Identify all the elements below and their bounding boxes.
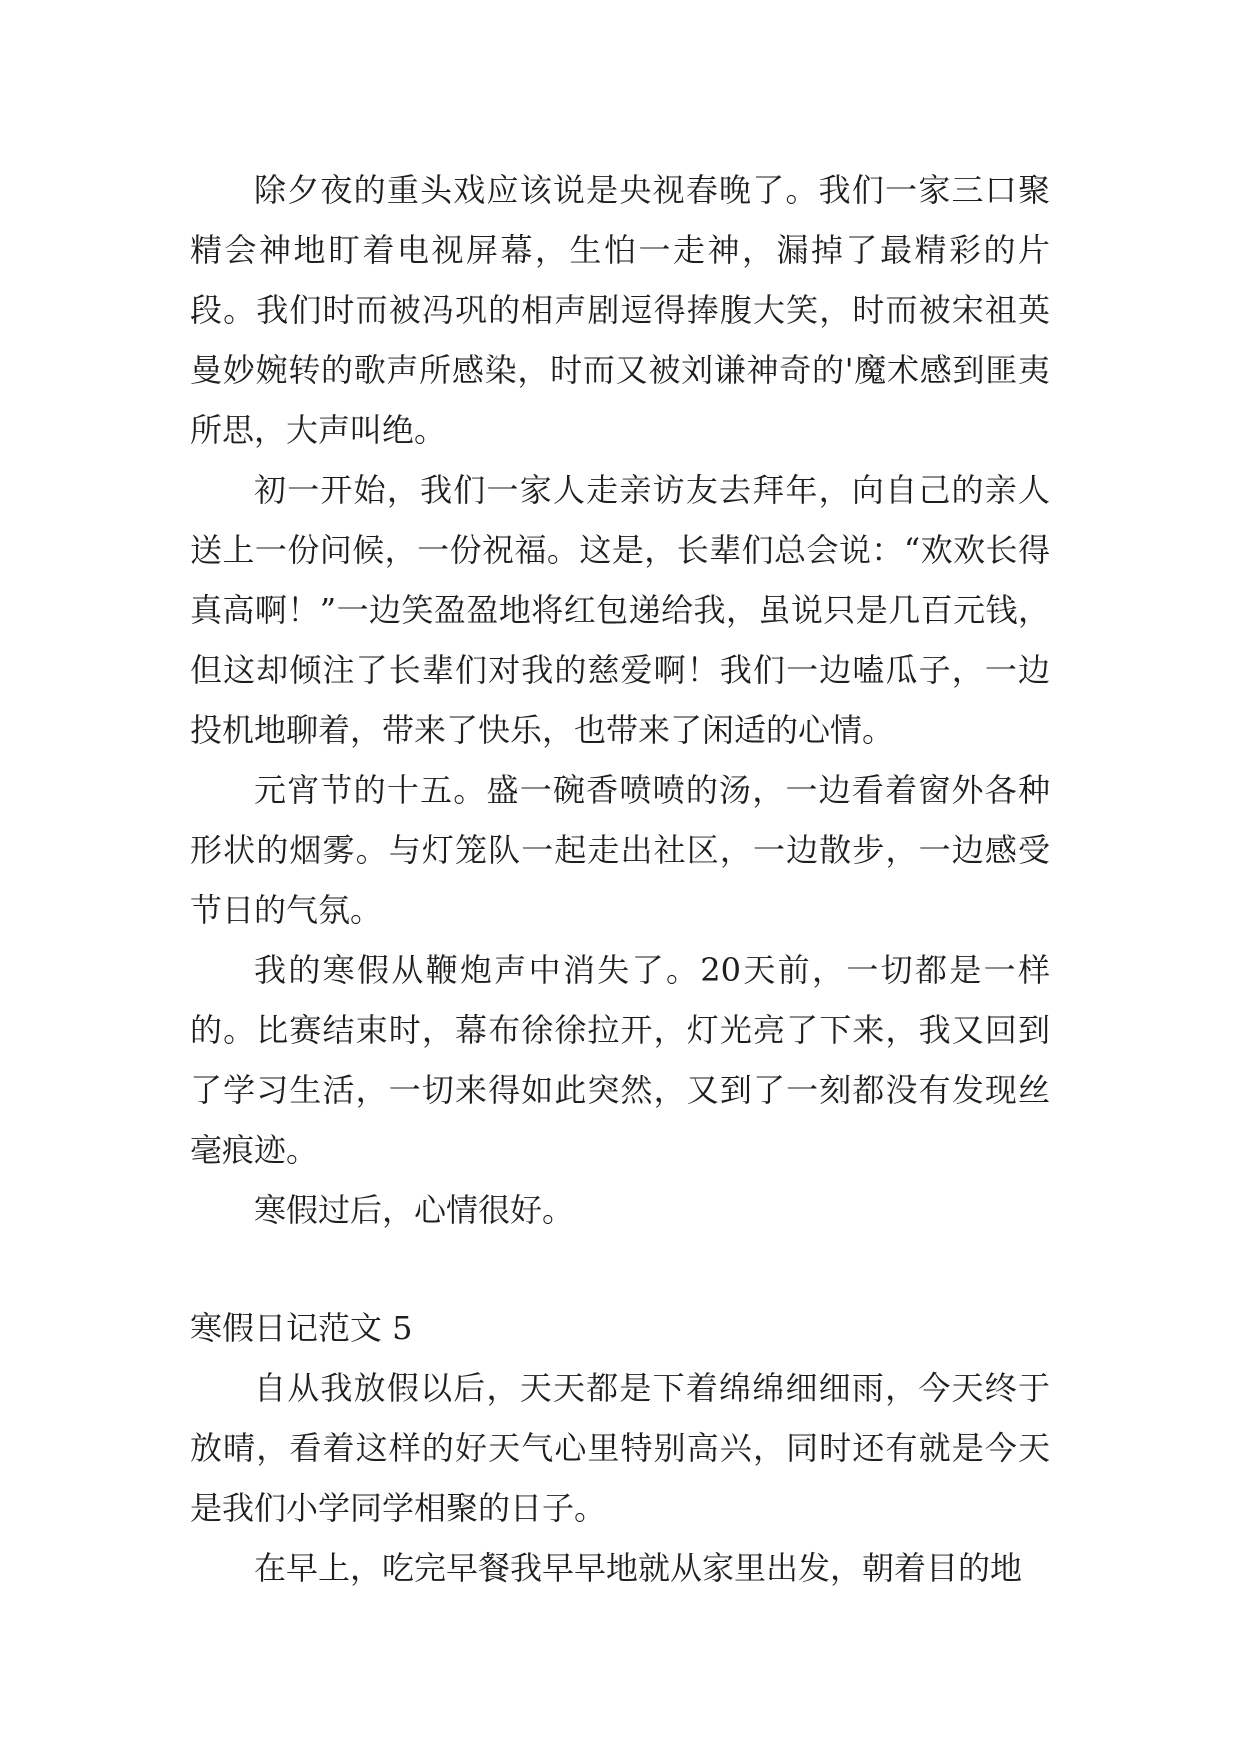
paragraph-lantern-festival: 元宵节的十五。盛一碗香喷喷的汤，一边看着窗外各种形状的烟雾。与灯笼队一起走出社区，一边散步，一边感受节日的气氛。: [190, 771, 1050, 929]
paragraph-sunny-day: 自从我放假以后，天天都是下着绵绵细细雨，今天终于放晴，看着这样的好天气心里特别高兴，同时还有就是今天是我们小学同学相聚的日子。: [190, 1369, 1050, 1527]
paragraph-after-holiday: 寒假过后，心情很好。: [254, 1191, 575, 1229]
paragraph-new-years-eve: 除夕夜的重头戏应该说是央视春晚了。我们一家三口聚精会神地盯着电视屏幕，生怕一走神，漏掉了最精彩的片段。我们时而被冯巩的相声剧逗得捧腹大笑，时而被宋祖英曼妙婉转的歌声所感染，时而又被刘谦神奇的'魔术感到匪夷所思，大声叫绝。: [190, 171, 1050, 449]
paragraph-morning: 在早上，吃完早餐我早早地就从家里出发，朝着目的地: [254, 1549, 1023, 1587]
section-heading: 寒假日记范文 5: [190, 1309, 413, 1347]
paragraph-first-day: 初一开始，我们一家人走亲访友去拜年，向自己的亲人送上一份问候，一份祝福。这是，长辈们总会说：“欢欢长得真高啊！”一边笑盈盈地将红包递给我，虽说只是几百元钱，但这却倾注了长辈们对我的慈爱啊！我们一边嗑瓜子，一边投机地聊着，带来了快乐，也带来了闲适的心情。: [190, 471, 1050, 749]
paragraph-holiday-ends: 我的寒假从鞭炮声中消失了。20天前，一切都是一样的。比赛结束时，幕布徐徐拉开，灯光亮了下来，我又回到了学习生活，一切来得如此突然，又到了一刻都没有发现丝毫痕迹。: [190, 951, 1050, 1169]
document-body: [190, 160, 1050, 1598]
